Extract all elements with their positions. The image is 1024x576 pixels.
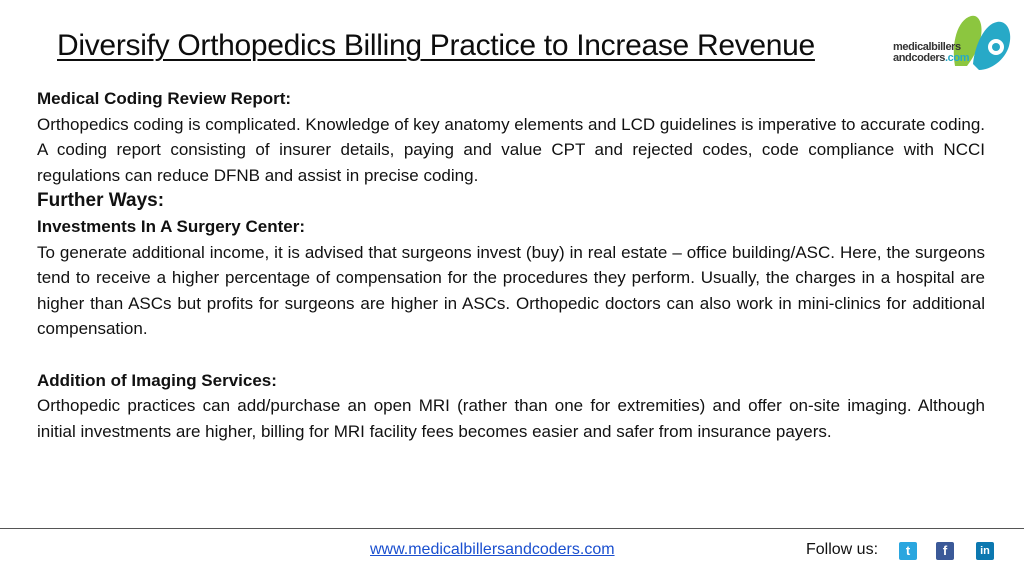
company-logo: [893, 14, 1013, 72]
logo-suffix: .com: [945, 52, 970, 64]
spacer: [37, 342, 985, 368]
logo-line-1: medicalbillers: [893, 41, 961, 53]
linkedin-icon[interactable]: in: [976, 542, 994, 560]
twitter-icon[interactable]: t: [899, 542, 917, 560]
section-body-imaging: Orthopedic practices can add/purchase an open MRI (rather than one for extremities) and offer on-site imaging. Although initial investments are higher, billing for MRI facility fees becomes easier and safer from insurance payers.: [37, 396, 985, 441]
footer-divider: [0, 528, 1024, 529]
main-content: [37, 86, 985, 444]
logo-wordmark: [893, 42, 969, 64]
page-title: Diversify Orthopedics Billing Practice to Increase Revenue: [57, 29, 815, 62]
facebook-icon[interactable]: f: [936, 542, 954, 560]
follow-us-label: Follow us:: [806, 541, 879, 558]
logo-line-2: andcoders: [893, 52, 946, 64]
section-body-surgery-center: To generate additional income, it is advised that surgeons invest (buy) in real estate – office building/ASC. Here, the surgeons tend to receive a higher percentage of compensation for the procedures they perform. Usually, the charges in a hospital are higher than ASCs but profits for surgeons are higher in ASCs. Orthopedic doctors can also work in mini-clinics for additional compensation.: [37, 242, 985, 338]
website-link[interactable]: www.medicalbillersandcoders.com: [370, 541, 615, 558]
section-heading-coding-report: Medical Coding Review Report:: [37, 89, 292, 108]
section-heading-imaging: Addition of Imaging Services:: [37, 370, 277, 390]
section-body-coding-report: Orthopedics coding is complicated. Knowledge of key anatomy elements and LCD guidelines is imperative to accurate coding. A coding report consisting of insurer details, paying and value CPT and rejected codes, code compliance with NCCI regulations can reduce DFNB and assist in precise coding.: [37, 114, 985, 185]
section-heading-surgery-center: Investments In A Surgery Center:: [37, 217, 305, 236]
further-ways-heading: Further Ways:: [37, 190, 165, 211]
